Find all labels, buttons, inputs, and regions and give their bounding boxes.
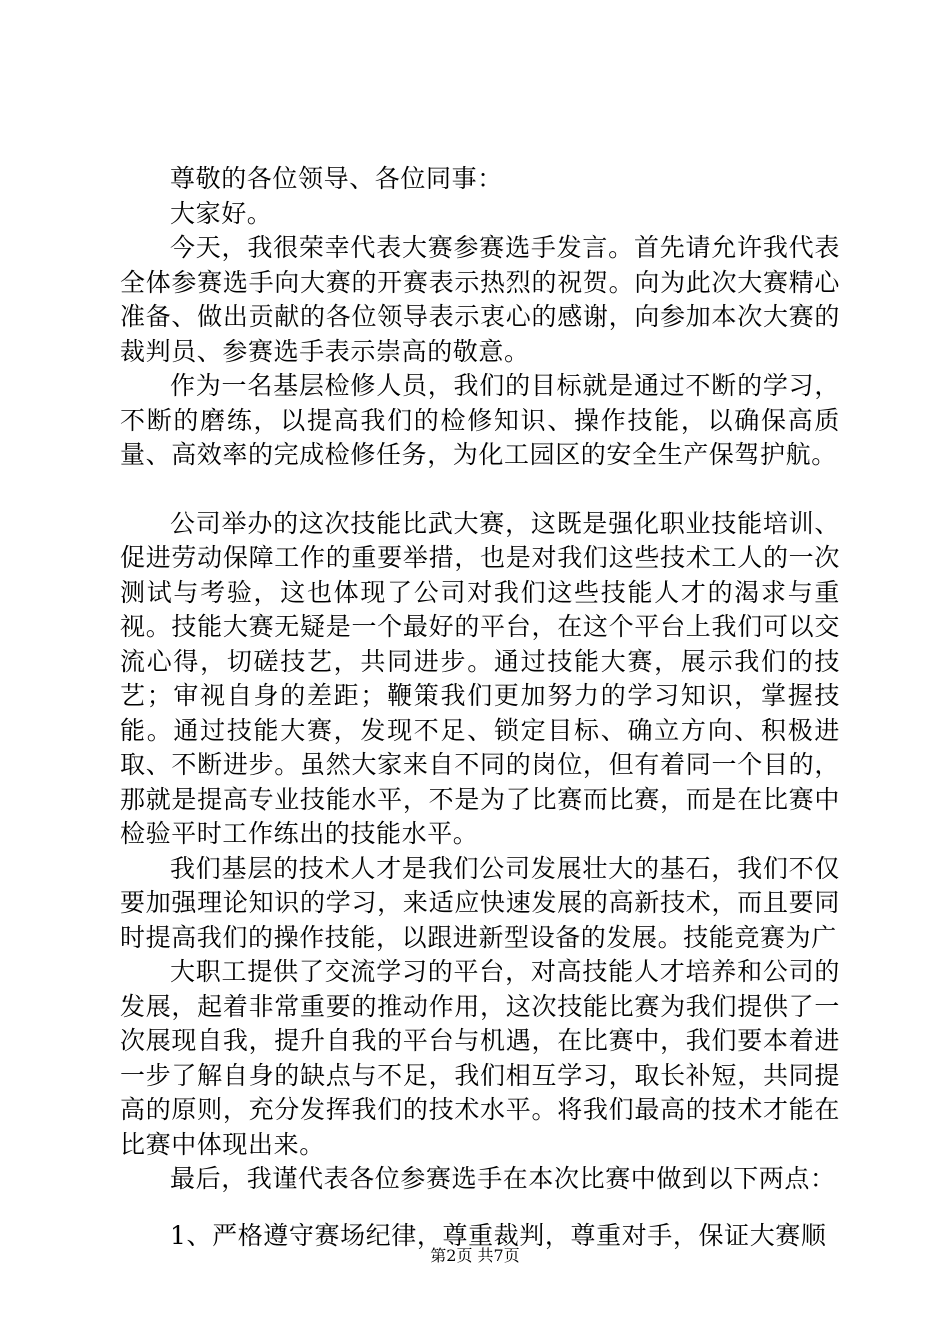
greeting: 大家好。	[170, 198, 273, 228]
paragraph: 大职工提供了交流学习的平台，对高技能人才培养和公司的发展，起着非常重要的推动作用，这次技能比赛为我们提供了一次展现自我，提升自我的平台与机遇，在比赛中，我们要本着进一步了解自身的缺点与不足，我们相互学习，取长补短，共同提高的原则，充分发挥我们的技术水平。将我们最高的技术才能在比赛中体现出来。	[120, 957, 840, 1159]
document-body	[120, 162, 840, 1253]
paragraph: 公司举办的这次技能比武大赛，这既是强化职业技能培训、促进劳动保障工作的重要举措，也是对我们这些技术工人的一次测试与考验，这也体现了公司对我们这些技能人才的渴求与重视。技能大赛无疑是一个最好的平台，在这个平台上我们可以交流心得，切磋技艺，共同进步。通过技能大赛，展示我们的技艺；审视自身的差距；鞭策我们更加努力的学习知识，掌握技能。通过技能大赛，发现不足、锁定目标、确立方向、积极进取、不断进步。虽然大家来自不同的岗位，但有着同一个目的，那就是提高专业技能水平，不是为了比赛而比赛，而是在比赛中检验平时工作练出的技能水平。	[120, 508, 840, 848]
paragraph: 作为一名基层检修人员，我们的目标就是通过不断的学习，不断的磨练，以提高我们的检修知识、操作技能，以确保高质量、高效率的完成检修任务，为化工园区的安全生产保驾护航。	[120, 371, 840, 469]
salutation: 尊敬的各位领导、各位同事：	[170, 164, 503, 193]
numbered-item: 1、严格遵守赛场纪律，尊重裁判，尊重对手，保证大赛顺	[170, 1220, 827, 1250]
paragraph: 今天，我很荣幸代表大赛参赛选手发言。首先请允许我代表全体参赛选手向大赛的开赛表示热烈的祝贺。向为此次大赛精心准备、做出贡献的各位领导表示衷心的感谢，向参加本次大赛的裁判员、参赛选手表示崇高的敬意。	[120, 233, 840, 366]
page-number-footer: 第2页 共7页	[430, 1246, 520, 1265]
paragraph: 我们基层的技术人才是我们公司发展壮大的基石，我们不仅要加强理论知识的学习，来适应快速发展的高新技术，而且要同时提高我们的操作技能，以跟进新型设备的发展。技能竞赛为广	[120, 853, 840, 952]
paragraph: 最后，我谨代表各位参赛选手在本次比赛中做到以下两点：	[170, 1164, 836, 1193]
